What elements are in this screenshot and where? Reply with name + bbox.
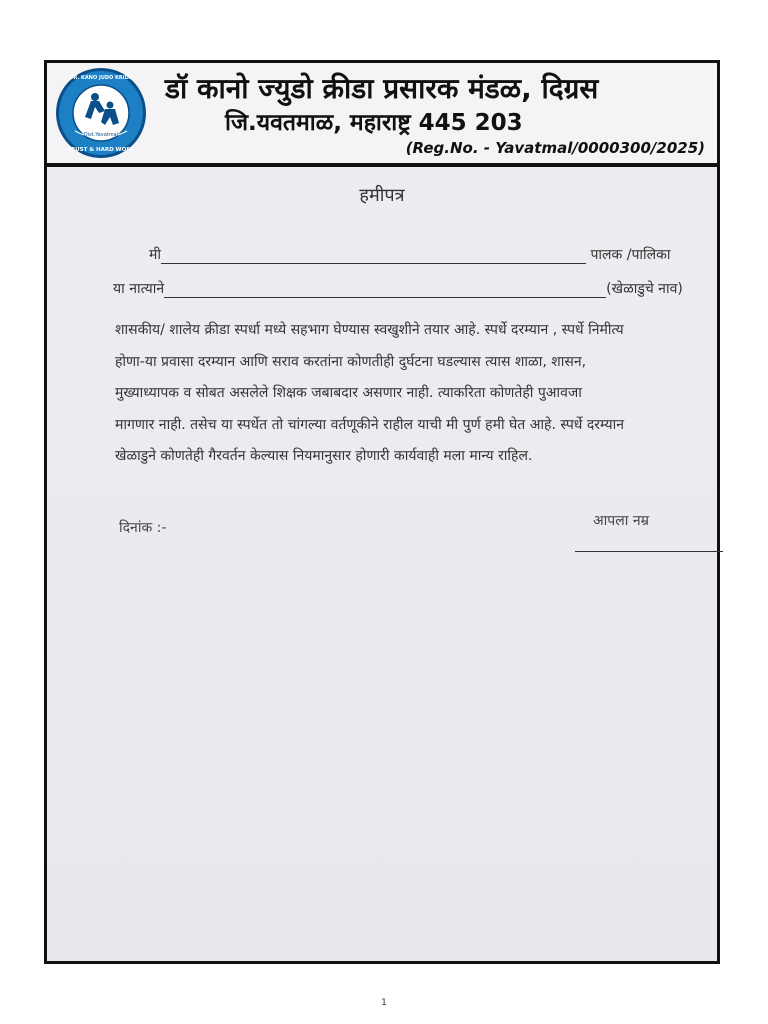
guardian-prefix: मी [149, 247, 161, 263]
svg-text:Dist.Yavatmal: Dist.Yavatmal [83, 132, 119, 138]
declaration-line: मुख्याध्यापक व सोबत असलेले शिक्षक जबाबदार असणार नाही. त्याकरिता कोणतेही पुआवजा [115, 385, 582, 401]
page-number: 1 [381, 998, 387, 1008]
signature-line[interactable] [575, 551, 723, 552]
guardian-name-blank[interactable] [161, 251, 586, 264]
player-name-suffix: (खेळाडुचे नाव) [606, 281, 683, 297]
svg-text:DR. KANO JUDO KRIDA: DR. KANO JUDO KRIDA [69, 75, 133, 81]
declaration-line: होणा-या प्रवासा दरम्यान आणि सराव करतांना कोणतीही दुर्घटना घडल्यास त्यास शाळा, शासन, [115, 353, 587, 370]
relation-prefix: या नात्याने [113, 281, 165, 297]
judo-logo-icon [55, 67, 147, 159]
declaration-line: खेळाडुने कोणतेही गैरवर्तन केल्यास नियमानुसार होणारी कार्यवाही मला मान्य राहिल. [115, 448, 533, 464]
svg-text:TRUST & HARD WORK: TRUST & HARD WORK [67, 147, 135, 153]
registration-number: (Reg.No. - Yavatmal/0000300/2025) [405, 139, 705, 157]
organization-address: जि.यवतमाळ, महाराष्ट्र 445 203 [225, 110, 523, 136]
declaration-line: मागणार नाही. तसेच या स्पर्धेत तो चांगल्या वर्तणूकीने राहील याची मी पुर्ण हमी घेत आहे. स्पर्धे दरम्यान [115, 416, 625, 433]
player-name-line [113, 279, 683, 298]
organization-name: डॉ कानो ज्युडो क्रीडा प्रसारक मंडळ, दिग्रस [165, 72, 599, 105]
document-sheet [44, 60, 720, 964]
document-title: हमीपत्र [359, 185, 405, 206]
player-name-blank[interactable] [164, 285, 606, 298]
guardian-name-line [149, 245, 671, 264]
signature-label: आपला नम्र [593, 513, 649, 529]
letterhead [47, 63, 717, 167]
declaration-line: शासकीय/ शालेय क्रीडा स्पर्धा मध्ये सहभाग घेण्यास स्वखुशीने तयार आहे. स्पर्धे दरम्यान , स्पर्धे निमीत्य [115, 322, 624, 338]
guardian-suffix: पालक /पालिका [590, 247, 671, 263]
declaration-body [115, 315, 715, 473]
date-label: दिनांक :- [119, 520, 167, 536]
